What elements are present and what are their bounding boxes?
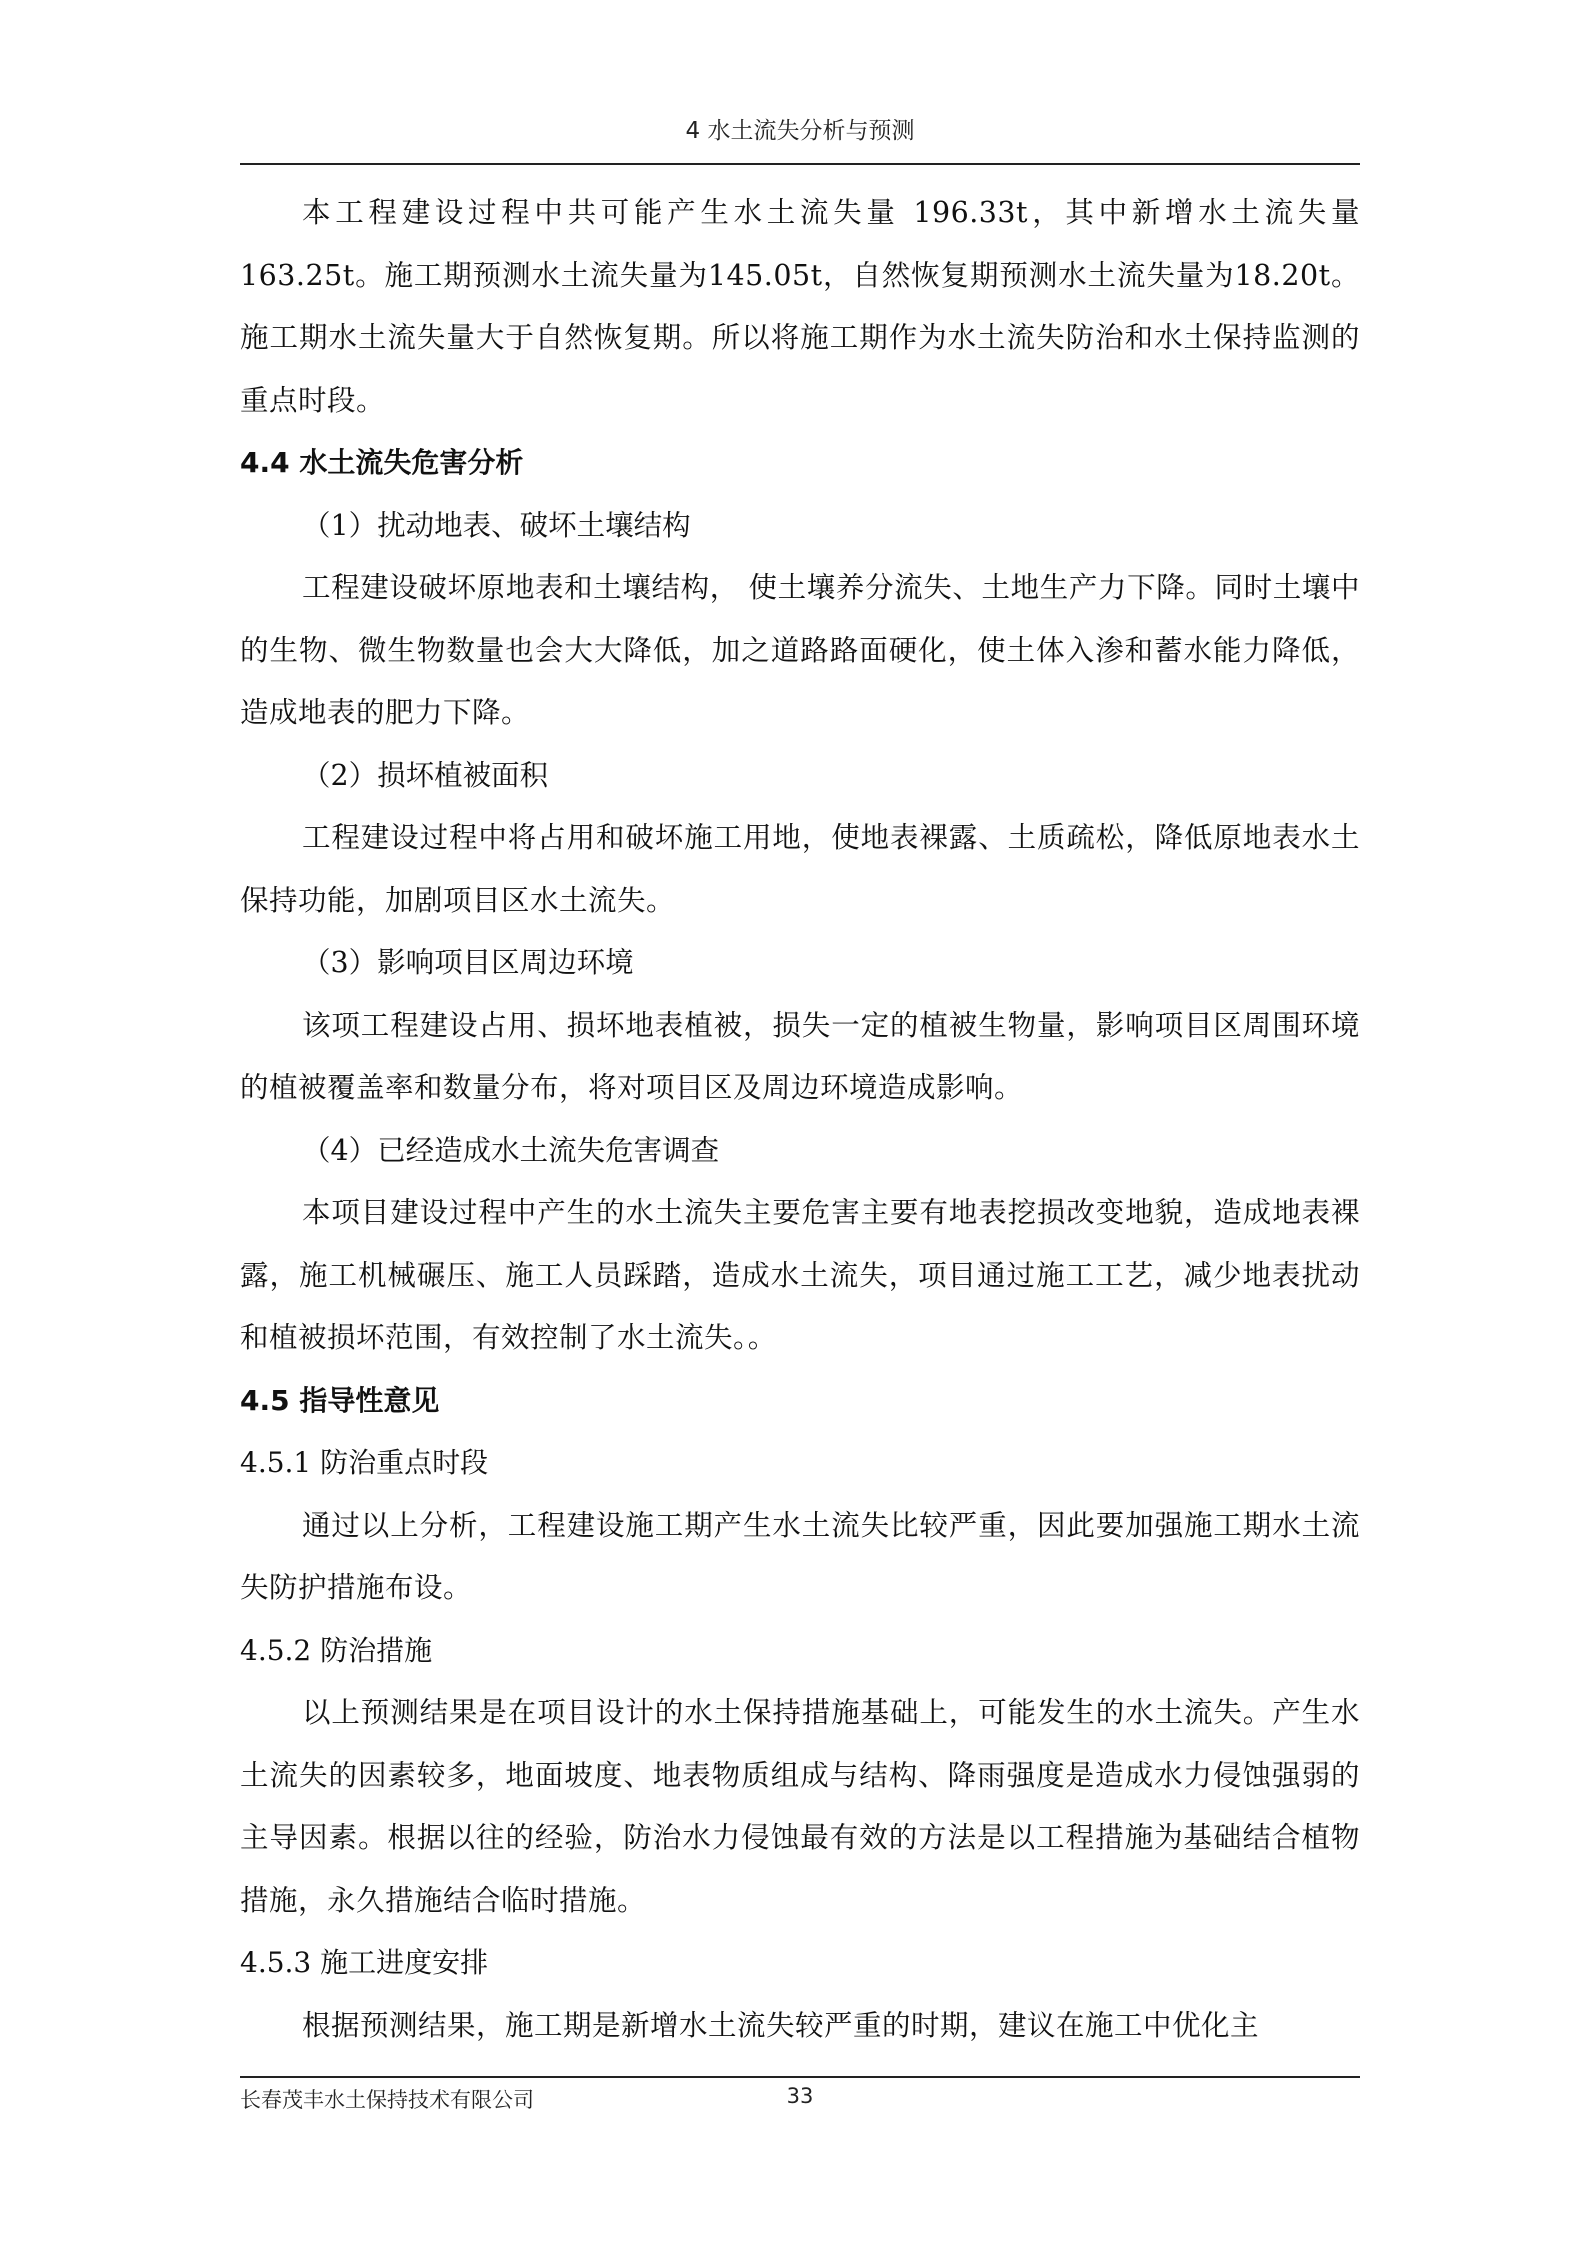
footer-company: 长春茂丰水土保持技术有限公司 bbox=[240, 2088, 534, 2112]
paragraph-intro: 本工程建设过程中共可能产生水土流失量 196.33t，其中新增水土流失量163.25t。施工期预测水土流失量为145.05t，自然恢复期预测水土流失量为18.20t。施工期水土流失量大于自然恢复期。所以将施工期作为水土流失防治和水土保持监测的重点时段。 bbox=[240, 196, 1360, 417]
list-item-2: （2）损坏植被面积 bbox=[302, 758, 549, 792]
paragraph-3: 该项工程建设占用、损坏地表植被，损失一定的植被生物量，影响项目区周围环境的植被覆盖率和数量分布，将对项目区及周边环境造成影响。 bbox=[240, 1008, 1360, 1104]
paragraph-4: 本项目建设过程中产生的水土流失主要危害主要有地表挖损改变地貌，造成地表裸露，施工机械碾压、施工人员踩踏，造成水土流失，项目通过施工工艺，减少地表扰动和植被损坏范围，有效控制了水土流失。。 bbox=[240, 1196, 1360, 1354]
list-item-1: （1）扰动地表、破坏土壤结构 bbox=[302, 508, 691, 542]
paragraph-6: 以上预测结果是在项目设计的水土保持措施基础上，可能发生的水土流失。产生水土流失的因素较多，地面坡度、地表物质组成与结构、降雨强度是造成水力侵蚀强弱的主导因素。根据以往的经验，防治水力侵蚀最有效的方法是以工程措施为基础结合植物措施，永久措施结合临时措施。 bbox=[240, 1696, 1360, 1917]
list-item-3: （3）影响项目区周边环境 bbox=[302, 946, 634, 979]
page-content bbox=[240, 182, 1360, 2057]
list-item-4: （4）已经造成水土流失危害调查 bbox=[302, 1133, 720, 1167]
paragraph-5: 通过以上分析，工程建设施工期产生水土流失比较严重，因此要加强施工期水土流失防护措施布设。 bbox=[240, 1508, 1360, 1604]
subsection-heading-4-5-3: 4.5.3 施工进度安排 bbox=[240, 1946, 489, 1979]
running-header: 4 水土流失分析与预测 bbox=[685, 118, 915, 144]
footer-rule bbox=[240, 2076, 1360, 2078]
subsection-heading-4-5-2: 4.5.2 防治措施 bbox=[240, 1633, 433, 1667]
page-footer bbox=[240, 2084, 1360, 2114]
subsection-heading-4-5-1: 4.5.1 防治重点时段 bbox=[240, 1446, 489, 1479]
section-heading-4-5: 4.5 指导性意见 bbox=[240, 1383, 440, 1417]
paragraph-7: 根据预测结果，施工期是新增水土流失较严重的时期，建议在施工中优化主 bbox=[302, 2008, 1260, 2042]
header-rule bbox=[240, 163, 1360, 165]
page-number: 33 bbox=[786, 2084, 814, 2108]
paragraph-2: 工程建设过程中将占用和破坏施工用地，使地表裸露、土质疏松，降低原地表水土保持功能，加剧项目区水土流失。 bbox=[240, 821, 1360, 917]
section-heading-4-4: 4.4 水土流失危害分析 bbox=[240, 446, 524, 479]
paragraph-1: 工程建设破坏原地表和土壤结构， 使土壤养分流失、土地生产力下降。同时土壤中的生物、微生物数量也会大大降低，加之道路路面硬化，使土体入渗和蓄水能力降低，造成地表的肥力下降。 bbox=[240, 571, 1360, 729]
